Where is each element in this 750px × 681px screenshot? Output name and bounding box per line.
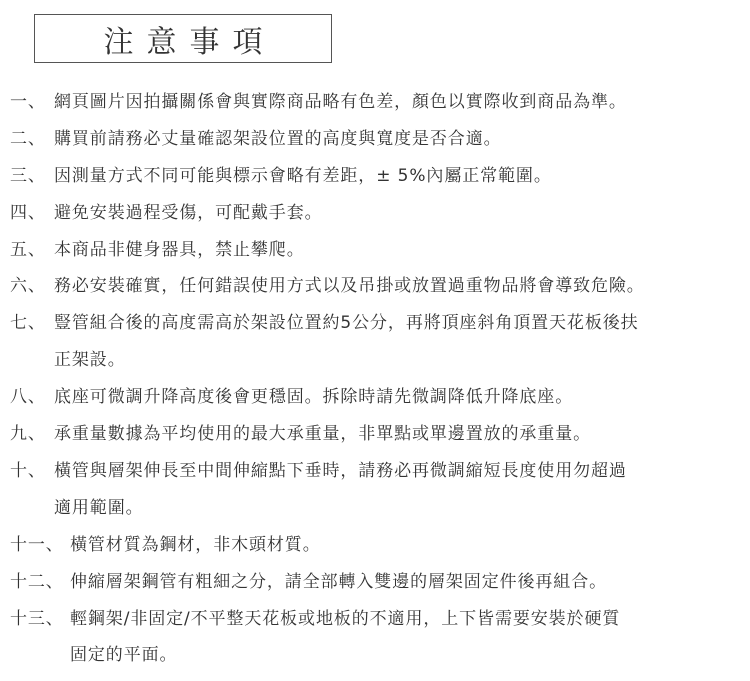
note-text: 避免安裝過程受傷，可配戴手套。: [54, 202, 323, 223]
note-number: 五、: [10, 239, 46, 260]
note-text-continued: 適用範圍。: [54, 497, 144, 518]
note-text: 豎管組合後的高度需高於架設位置約5公分，再將頂座斜角頂置天花板後扶: [54, 313, 639, 334]
note-text: 底座可微調升降高度後會更穩固。拆除時請先微調降低升降底座。: [54, 387, 574, 408]
note-number: 十三、: [10, 608, 64, 629]
note-number: 六、: [10, 276, 46, 297]
note-text: 務必安裝確實，任何錯誤使用方式以及吊掛或放置過重物品將會導致危險。: [54, 276, 645, 297]
note-text: 本商品非健身器具，禁止攀爬。: [54, 239, 305, 260]
note-number: 一、: [10, 92, 46, 112]
note-item-12: [0, 564, 750, 601]
note-text: 網頁圖片因拍攝關係會與實際商品略有色差，顏色以實際收到商品為準。: [54, 92, 627, 112]
note-number: 七、: [10, 313, 46, 334]
note-text-continued: 正架設。: [54, 350, 126, 371]
title-box: [34, 14, 332, 63]
note-item-13: [0, 601, 750, 675]
note-item-6: [0, 268, 750, 305]
note-text: 購買前請務必丈量確認架設位置的高度與寬度是否合適。: [54, 128, 502, 149]
note-text: 橫管材質為鋼材，非木頭材質。: [70, 534, 321, 555]
note-text: 承重量數據為平均使用的最大承重量，非單點或單邊置放的承重量。: [54, 424, 591, 445]
note-item-5: [0, 232, 750, 269]
note-text: 輕鋼架/非固定/不平整天花板或地板的不適用，上下皆需要安裝於硬質: [70, 608, 621, 629]
note-number: 二、: [10, 128, 46, 149]
note-item-8: [0, 379, 750, 416]
note-number: 三、: [10, 165, 46, 186]
note-number: 九、: [10, 424, 46, 445]
note-item-2: [0, 121, 750, 158]
note-item-3: [0, 158, 750, 195]
note-item-4: [0, 195, 750, 232]
note-item-11: [0, 527, 750, 564]
note-number: 八、: [10, 387, 46, 408]
note-number: 十、: [10, 460, 46, 481]
note-text-continued: 固定的平面。: [70, 645, 178, 666]
note-item-9: [0, 416, 750, 453]
note-text: 伸縮層架鋼管有粗細之分，請全部轉入雙邊的層架固定件後再組合。: [70, 571, 607, 592]
notes-list: [0, 84, 750, 674]
note-number: 十二、: [10, 571, 64, 592]
note-text: 橫管與層架伸長至中間伸縮點下垂時，請務必再微調縮短長度使用勿超過: [54, 460, 627, 481]
note-item-7: [0, 305, 750, 379]
note-number: 十一、: [10, 534, 64, 555]
note-text: 因測量方式不同可能與標示會略有差距，± 5%內屬正常範圍。: [54, 165, 552, 186]
page-title: 注意事項: [103, 24, 276, 60]
note-number: 四、: [10, 202, 46, 223]
note-item-10: [0, 453, 750, 527]
note-item-1: [0, 84, 750, 121]
